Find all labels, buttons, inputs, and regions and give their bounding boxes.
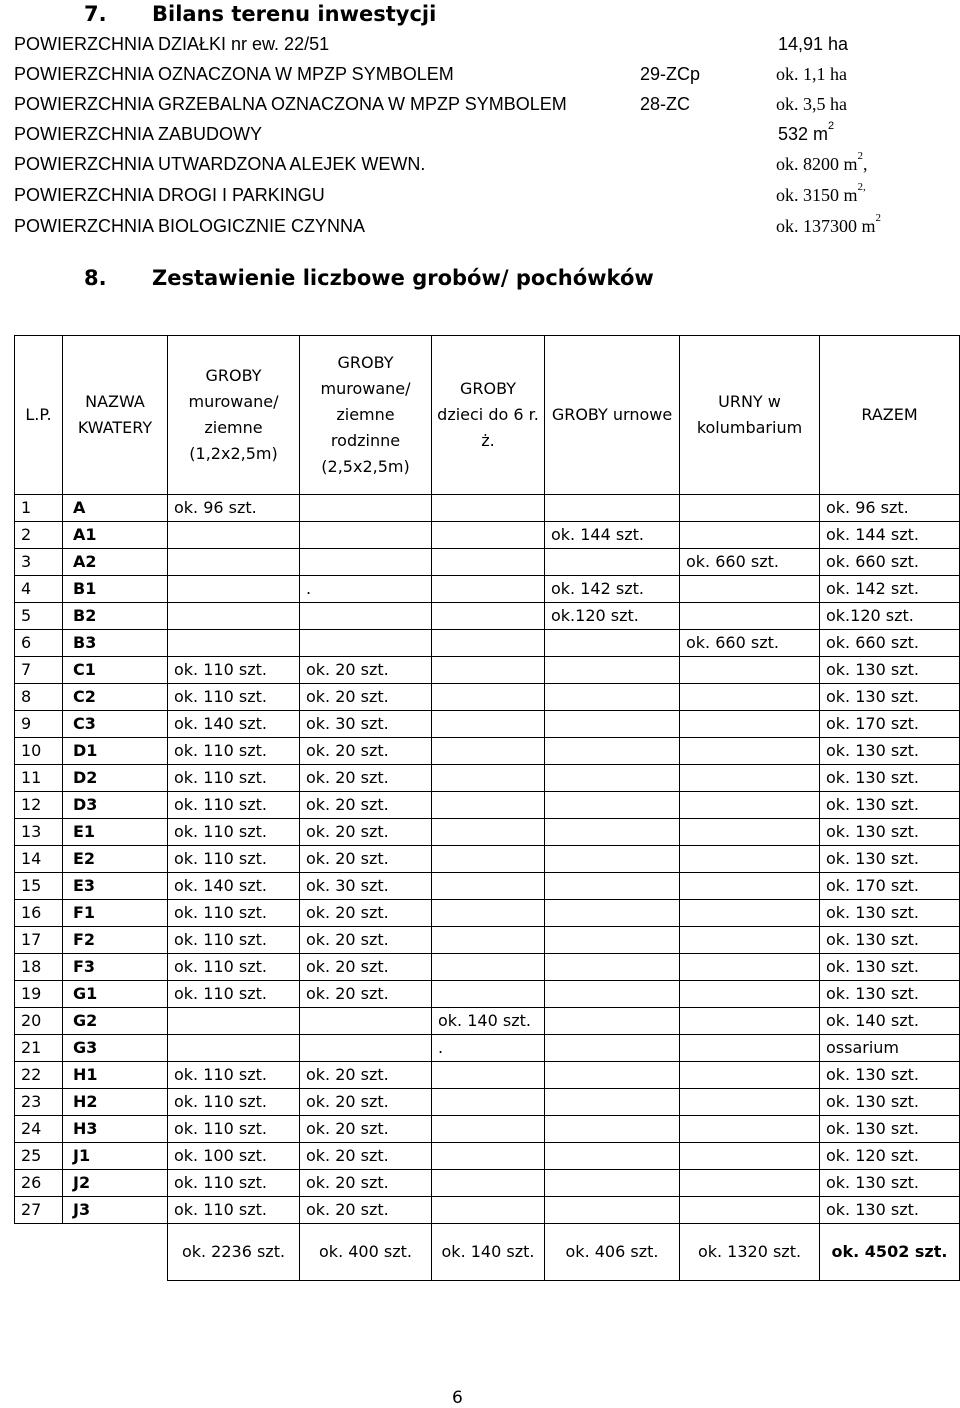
table-header-row (15, 336, 960, 495)
row-number: 22 (15, 1062, 63, 1089)
row-total: ok. 130 szt. (820, 1116, 960, 1143)
columbarium (680, 1008, 820, 1035)
quarter-name: F3 (63, 954, 168, 981)
table-row (15, 657, 960, 684)
quarter-name: F1 (63, 900, 168, 927)
graves-single: ok. 110 szt. (168, 819, 300, 846)
columbarium (680, 954, 820, 981)
graves-urn (545, 630, 680, 657)
graves-single (168, 549, 300, 576)
quarter-name: C1 (63, 657, 168, 684)
header-graves-urn: GROBY urnowe (545, 336, 680, 495)
graves-family: ok. 20 szt. (300, 1116, 432, 1143)
graves-family (300, 603, 432, 630)
graves-children (432, 657, 545, 684)
row-total: ok. 130 szt. (820, 1197, 960, 1224)
row-total: ok. 96 szt. (820, 495, 960, 522)
row-total: ok. 130 szt. (820, 954, 960, 981)
columbarium (680, 603, 820, 630)
section-8-title: Zestawienie liczbowe grobów/ pochówków (152, 266, 654, 290)
graves-urn (545, 1197, 680, 1224)
graves-single: ok. 110 szt. (168, 954, 300, 981)
land-balance-value: 532 $m^2$ (778, 120, 835, 144)
graves-children (432, 1062, 545, 1089)
graves-children (432, 1197, 545, 1224)
graves-urn (545, 954, 680, 981)
graves-children (432, 981, 545, 1008)
quarter-name: F2 (63, 927, 168, 954)
graves-single: ok. 110 szt. (168, 657, 300, 684)
land-balance-label: POWIERZCHNIA OZNACZONA W MPZP SYMBOLEM (14, 64, 454, 84)
row-number: 21 (15, 1035, 63, 1062)
quarter-name: H3 (63, 1116, 168, 1143)
graves-single (168, 630, 300, 657)
graves-urn (545, 684, 680, 711)
row-number: 15 (15, 873, 63, 900)
graves-children (432, 900, 545, 927)
table-row (15, 1116, 960, 1143)
row-number: 7 (15, 657, 63, 684)
graves-urn (545, 1008, 680, 1035)
graves-single (168, 1008, 300, 1035)
land-balance-value: ok. 8200 $m^2$, (776, 150, 868, 174)
graves-single: ok. 110 szt. (168, 927, 300, 954)
quarter-name: G3 (63, 1035, 168, 1062)
graves-children: ok. 140 szt. (432, 1008, 545, 1035)
graves-single: ok. 110 szt. (168, 981, 300, 1008)
row-number: 11 (15, 765, 63, 792)
graves-single: ok. 110 szt. (168, 1116, 300, 1143)
land-balance-label: POWIERZCHNIA DROGI I PARKINGU (14, 185, 325, 205)
graves-family: ok. 20 szt. (300, 819, 432, 846)
graves-single: ok. 100 szt. (168, 1143, 300, 1170)
graves-urn (545, 819, 680, 846)
row-total: ok. 130 szt. (820, 927, 960, 954)
header-graves-family: GROBY murowane/ ziemne rodzinne (2,5x2,5m) (300, 336, 432, 495)
table-row (15, 522, 960, 549)
graves-family: ok. 20 szt. (300, 1143, 432, 1170)
graves-urn (545, 792, 680, 819)
row-total: ok. 130 szt. (820, 792, 960, 819)
table-row (15, 684, 960, 711)
quarter-name: C2 (63, 684, 168, 711)
graves-single: ok. 110 szt. (168, 684, 300, 711)
land-balance-label: POWIERZCHNIA UTWARDZONA ALEJEK WEWN. (14, 154, 426, 174)
columbarium: ok. 660 szt. (680, 630, 820, 657)
table-row (15, 603, 960, 630)
graves-urn (545, 1035, 680, 1062)
quarter-name: G1 (63, 981, 168, 1008)
row-number: 18 (15, 954, 63, 981)
graves-children (432, 711, 545, 738)
columbarium (680, 684, 820, 711)
quarter-name: E3 (63, 873, 168, 900)
graves-family (300, 1008, 432, 1035)
graves-single: ok. 110 szt. (168, 1197, 300, 1224)
graves-family: ok. 20 szt. (300, 1089, 432, 1116)
graves-urn (545, 846, 680, 873)
columbarium (680, 495, 820, 522)
graves-family: ok. 20 szt. (300, 927, 432, 954)
graves-urn (545, 1116, 680, 1143)
header-lp: L.P. (15, 336, 63, 495)
table-row (15, 873, 960, 900)
quarter-name: D3 (63, 792, 168, 819)
columbarium (680, 873, 820, 900)
graves-family: ok. 20 szt. (300, 954, 432, 981)
graves-children (432, 1089, 545, 1116)
row-total: ok. 142 szt. (820, 576, 960, 603)
row-number: 17 (15, 927, 63, 954)
row-number: 20 (15, 1008, 63, 1035)
table-row (15, 1089, 960, 1116)
total-graves-children: ok. 140 szt. (432, 1224, 545, 1281)
section-7-title: Bilans terenu inwestycji (152, 2, 437, 26)
columbarium: ok. 660 szt. (680, 549, 820, 576)
graves-family: ok. 20 szt. (300, 738, 432, 765)
graves-family: ok. 20 szt. (300, 657, 432, 684)
quarter-name: A (63, 495, 168, 522)
row-number: 19 (15, 981, 63, 1008)
row-total: ok.120 szt. (820, 603, 960, 630)
graves-children (432, 522, 545, 549)
graves-family: ok. 20 szt. (300, 765, 432, 792)
graves-urn (545, 1089, 680, 1116)
graves-children (432, 819, 545, 846)
row-total: ok. 140 szt. (820, 1008, 960, 1035)
totals-row (15, 1224, 960, 1281)
table-row (15, 846, 960, 873)
graves-urn (545, 1170, 680, 1197)
graves-urn (545, 711, 680, 738)
graves-children (432, 603, 545, 630)
table-row (15, 819, 960, 846)
quarter-name: B1 (63, 576, 168, 603)
header-graves-single: GROBY murowane/ ziemne (1,2x2,5m) (168, 336, 300, 495)
row-number: 1 (15, 495, 63, 522)
row-number: 3 (15, 549, 63, 576)
graves-urn (545, 765, 680, 792)
totals-blank (15, 1224, 63, 1281)
table-row (15, 900, 960, 927)
quarter-name: G2 (63, 1008, 168, 1035)
graves-children (432, 684, 545, 711)
graves-single: ok. 110 szt. (168, 1062, 300, 1089)
table-row (15, 954, 960, 981)
columbarium (680, 846, 820, 873)
graves-family: ok. 20 szt. (300, 684, 432, 711)
row-number: 5 (15, 603, 63, 630)
quarter-name: C3 (63, 711, 168, 738)
graves-single: ok. 110 szt. (168, 792, 300, 819)
columbarium (680, 1035, 820, 1062)
table-row (15, 495, 960, 522)
graves-family (300, 522, 432, 549)
table-row (15, 1197, 960, 1224)
graves-children (432, 927, 545, 954)
row-number: 10 (15, 738, 63, 765)
quarter-name: J2 (63, 1170, 168, 1197)
graves-family: ok. 20 szt. (300, 981, 432, 1008)
graves-single: ok. 110 szt. (168, 1170, 300, 1197)
table-row (15, 711, 960, 738)
land-balance-label: POWIERZCHNIA DZIAŁKI nr ew. 22/51 (14, 34, 330, 54)
quarter-name: D2 (63, 765, 168, 792)
graves-urn (545, 1143, 680, 1170)
table-row (15, 927, 960, 954)
quarter-name: J1 (63, 1143, 168, 1170)
row-total: ok. 130 szt. (820, 657, 960, 684)
graves-family: ok. 20 szt. (300, 1197, 432, 1224)
table-row (15, 981, 960, 1008)
graves-children (432, 630, 545, 657)
columbarium (680, 1197, 820, 1224)
graves-single: ok. 110 szt. (168, 738, 300, 765)
graves-urn (545, 549, 680, 576)
quarter-name: H2 (63, 1089, 168, 1116)
graves-children (432, 765, 545, 792)
row-number: 13 (15, 819, 63, 846)
graves-family: ok. 20 szt. (300, 1062, 432, 1089)
quarter-name: A2 (63, 549, 168, 576)
graves-children (432, 1116, 545, 1143)
row-total: ok. 130 szt. (820, 900, 960, 927)
row-total: ok. 660 szt. (820, 549, 960, 576)
section-8-number: 8. (84, 266, 107, 290)
row-total: ok. 130 szt. (820, 1170, 960, 1197)
row-total: ok. 170 szt. (820, 873, 960, 900)
land-balance-code: 29-ZCp (640, 64, 701, 84)
table-row (15, 1170, 960, 1197)
columbarium (680, 792, 820, 819)
row-number: 2 (15, 522, 63, 549)
row-total: ossarium (820, 1035, 960, 1062)
row-number: 9 (15, 711, 63, 738)
land-balance-value: 14,91 ha (778, 34, 849, 54)
row-total: ok. 144 szt. (820, 522, 960, 549)
land-balance-label: POWIERZCHNIA GRZEBALNA OZNACZONA W MPZP SYMBOLEM (14, 94, 567, 114)
graves-single: ok. 110 szt. (168, 765, 300, 792)
header-quarter-name: NAZWA KWATERY (63, 336, 168, 495)
quarter-name: E1 (63, 819, 168, 846)
row-total: ok. 120 szt. (820, 1143, 960, 1170)
columbarium (680, 765, 820, 792)
grand-total: ok. 4502 szt. (820, 1224, 960, 1281)
table-row (15, 630, 960, 657)
total-graves-single: ok. 2236 szt. (168, 1224, 300, 1281)
row-number: 23 (15, 1089, 63, 1116)
land-balance-value: ok. 3,5 ha (776, 94, 847, 114)
land-balance-value: ok. 137300 $m^2$ (776, 212, 882, 236)
land-balance-code: 28-ZC (640, 94, 691, 114)
graves-single (168, 576, 300, 603)
graves-family (300, 630, 432, 657)
graves-urn (545, 657, 680, 684)
graves-urn (545, 873, 680, 900)
row-total: ok. 170 szt. (820, 711, 960, 738)
graves-family (300, 1035, 432, 1062)
section-7-number: 7. (84, 2, 107, 26)
columbarium (680, 1170, 820, 1197)
header-columbarium: URNY w kolumbarium (680, 336, 820, 495)
columbarium (680, 819, 820, 846)
land-balance-value: ok. 3150 $m^{2,}$ (776, 181, 866, 205)
graves-table (14, 335, 960, 1281)
columbarium (680, 657, 820, 684)
row-total: ok. 660 szt. (820, 630, 960, 657)
columbarium (680, 1062, 820, 1089)
graves-urn (545, 495, 680, 522)
table-row (15, 576, 960, 603)
quarter-name: H1 (63, 1062, 168, 1089)
graves-single: ok. 140 szt. (168, 711, 300, 738)
header-graves-children: GROBY dzieci do 6 r. ż. (432, 336, 545, 495)
row-number: 6 (15, 630, 63, 657)
total-graves-urn: ok. 406 szt. (545, 1224, 680, 1281)
row-total: ok. 130 szt. (820, 1089, 960, 1116)
table-row (15, 549, 960, 576)
total-columbarium: ok. 1320 szt. (680, 1224, 820, 1281)
row-total: ok. 130 szt. (820, 1062, 960, 1089)
quarter-name: E2 (63, 846, 168, 873)
row-number: 8 (15, 684, 63, 711)
table-row (15, 1035, 960, 1062)
graves-single: ok. 110 szt. (168, 846, 300, 873)
graves-single (168, 1035, 300, 1062)
graves-children (432, 954, 545, 981)
land-balance-value: ok. 1,1 ha (776, 64, 847, 84)
row-number: 4 (15, 576, 63, 603)
columbarium (680, 522, 820, 549)
columbarium (680, 927, 820, 954)
total-graves-family: ok. 400 szt. (300, 1224, 432, 1281)
graves-single (168, 522, 300, 549)
table-row (15, 738, 960, 765)
graves-urn: ok. 142 szt. (545, 576, 680, 603)
quarter-name: B2 (63, 603, 168, 630)
graves-urn (545, 900, 680, 927)
columbarium (680, 1089, 820, 1116)
graves-children (432, 576, 545, 603)
graves-children (432, 1143, 545, 1170)
graves-urn (545, 981, 680, 1008)
row-number: 12 (15, 792, 63, 819)
table-row (15, 1008, 960, 1035)
row-total: ok. 130 szt. (820, 819, 960, 846)
table-row (15, 765, 960, 792)
graves-family: ok. 30 szt. (300, 711, 432, 738)
quarter-name: A1 (63, 522, 168, 549)
graves-children (432, 549, 545, 576)
columbarium (680, 711, 820, 738)
row-number: 14 (15, 846, 63, 873)
land-balance-label: POWIERZCHNIA ZABUDOWY (14, 124, 263, 144)
graves-family: ok. 20 szt. (300, 792, 432, 819)
land-balance-label: POWIERZCHNIA BIOLOGICZNIE CZYNNA (14, 216, 366, 236)
graves-single: ok. 140 szt. (168, 873, 300, 900)
graves-urn: ok. 144 szt. (545, 522, 680, 549)
graves-family: ok. 20 szt. (300, 1170, 432, 1197)
table-row (15, 792, 960, 819)
table-row (15, 1143, 960, 1170)
graves-family: ok. 30 szt. (300, 873, 432, 900)
graves-children: . (432, 1035, 545, 1062)
row-total: ok. 130 szt. (820, 765, 960, 792)
columbarium (680, 576, 820, 603)
graves-urn (545, 1062, 680, 1089)
graves-children (432, 873, 545, 900)
graves-children (432, 495, 545, 522)
columbarium (680, 738, 820, 765)
graves-urn: ok.120 szt. (545, 603, 680, 630)
row-number: 26 (15, 1170, 63, 1197)
graves-children (432, 792, 545, 819)
graves-family (300, 495, 432, 522)
graves-family: ok. 20 szt. (300, 900, 432, 927)
columbarium (680, 981, 820, 1008)
graves-family: ok. 20 szt. (300, 846, 432, 873)
row-number: 27 (15, 1197, 63, 1224)
graves-single: ok. 110 szt. (168, 1089, 300, 1116)
row-number: 16 (15, 900, 63, 927)
row-number: 25 (15, 1143, 63, 1170)
header-total: RAZEM (820, 336, 960, 495)
graves-single: ok. 96 szt. (168, 495, 300, 522)
columbarium (680, 900, 820, 927)
graves-urn (545, 738, 680, 765)
quarter-name: D1 (63, 738, 168, 765)
quarter-name: J3 (63, 1197, 168, 1224)
row-total: ok. 130 szt. (820, 738, 960, 765)
row-number: 24 (15, 1116, 63, 1143)
graves-single: ok. 110 szt. (168, 900, 300, 927)
graves-urn (545, 927, 680, 954)
table-body (15, 495, 960, 1224)
graves-children (432, 1170, 545, 1197)
row-total: ok. 130 szt. (820, 981, 960, 1008)
quarter-name: B3 (63, 630, 168, 657)
graves-single (168, 603, 300, 630)
graves-family (300, 549, 432, 576)
columbarium (680, 1116, 820, 1143)
columbarium (680, 1143, 820, 1170)
row-total: ok. 130 szt. (820, 684, 960, 711)
graves-children (432, 846, 545, 873)
table-row (15, 1062, 960, 1089)
row-total: ok. 130 szt. (820, 846, 960, 873)
totals-blank (63, 1224, 168, 1281)
graves-children (432, 738, 545, 765)
graves-family: . (300, 576, 432, 603)
page-number: 6 (452, 1388, 463, 1408)
